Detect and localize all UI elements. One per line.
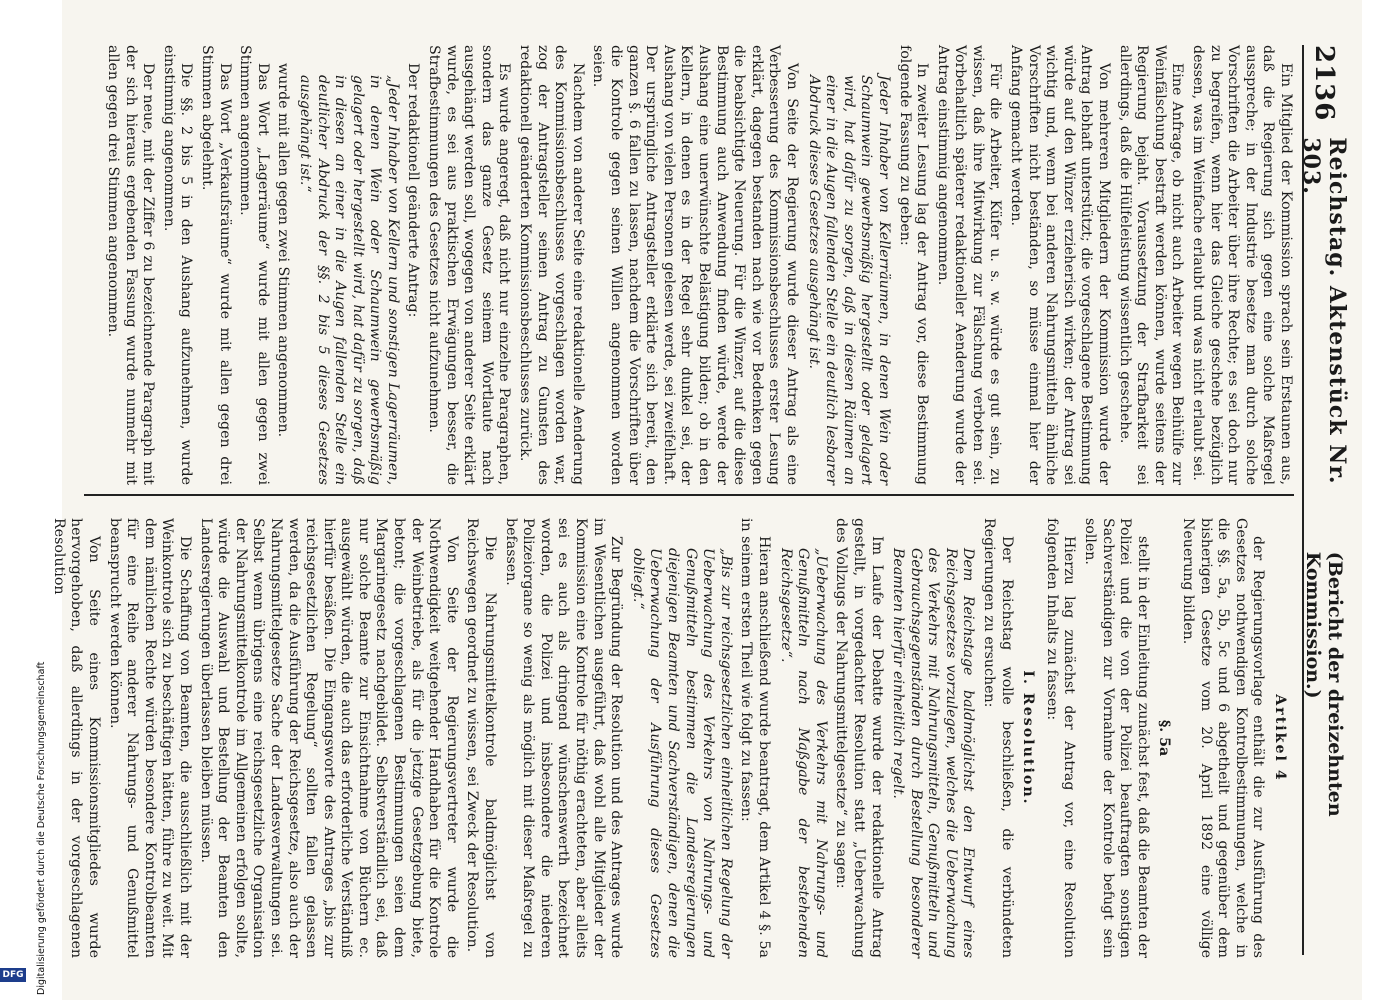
quoted-proposal: „Ueberwachung des Verkehrs mit Nahrungs- und Genußmitteln nach Maßgabe der bestehenden Reichsgesetze“. (777, 548, 829, 958)
page-rotation-frame (50, 0, 1362, 1000)
quoted-proposal: Jeder Inhaber von Kellerräumen, in denen Wein oder Schaumwein gewerbsmäßig hergestellt oder gelagert wird, hat dafür zu sorgen, daß in diesen Räumen an einer in die Augen fallenden Stelle ein deutlich lesbarer Abdruck dieses Gesetzes ausgehängt ist. (805, 75, 892, 485)
paragraph: In zweiter Lesung lag der Antrag vor, diese Bestimmung folgende Fassung zu geben: (896, 45, 931, 485)
paragraph: Von Seite der Regierung wurde dieser Antrag als eine Verbesserung des Kommissionsbeschlusses erster Lesung erklärt, dagegen bestanden nach wie vor Bedenken gegen die beabsichtigte Neuerung. Für die Winzer, auf die diese Bestimmung auch Anwendung finden würde, werde der Aushang eine unerwünschte Belästigung bilden; ob in den Kellern, in denen es in der Regel sehr dunkel sei, der Aushang von vielen Personen gelesen werde, sei zweifelhaft. Der ursprüngliche Antragsteller erklärte sich bereit, den ganzen §. 6 fallen zu lassen, nachdem die Vorschriften über die Kontrole gegen seinen Willen angenommen worden seien. (590, 45, 800, 485)
dfg-logo: DFG (0, 968, 26, 982)
paragraph: Der neue, mit der Ziffer 6 zu bezeichnende Paragraph mit der sich hieraus ergebenden Fassung wurde nunmehr mit allen gegen drei Stimmen angenommen. (105, 45, 157, 485)
paragraph: Es wurde angeregt, daß nicht nur einzelne Paragraphen, sondern das ganze Gesetz seinem Wortlaute nach ausgehängt werden soll, wogegen von anderer Seite erklärt wurde, es sei aus praktischen Erwägungen besser, die Strafbestimmungen des Gesetzes nicht aufzunehmen. (426, 45, 513, 485)
paragraph: stellt in der Einleitung zunächst fest, daß die Beamten der Polizei und die von der Polizei beauftragten sonstigen Sachverständigen zur Vornahme der Kontrole befugt sein sollen. (1082, 518, 1151, 958)
page-header (1298, 45, 1350, 955)
funding-credit: Digitalisierung gefördert durch die Deutsche Forschungsgemeinschaft (36, 661, 47, 995)
paragraph: Das Wort „Verkaufsräume“ wurde mit allen gegen drei Stimmen abgelehnt. (198, 45, 233, 485)
paragraph: Hierzu lag zunächst der Antrag vor, eine Resolution folgenden Inhalts zu fassen: (1043, 518, 1078, 958)
paragraph: Von Seite eines Kommissionsmitgliedes wurde hervorgehoben, daß allerdings in der vorgeschlagenen Resolution (50, 518, 102, 958)
paragraph: Nachdem von anderer Seite eine redaktionelle Aenderung des Kommissionsbeschlusses vorgeschlagen worden war, zog der Antragsteller seinen Antrag zu Gunsten des redaktionell geänderten Kommissionsbeschlusses zurück. (517, 45, 586, 485)
running-title: Reichstag. Aktenstück Nr. 303. (1298, 137, 1350, 485)
paragraph: Für die Arbeiter, Küfer u. s. w. würde es gut sein, zu wissen, daß ihre Mitwirkung zur Fälschung verboten sei. Vorbehaltlich späterer redaktioneller Aenderung wurde der Antrag einstimmig angenommen. (934, 45, 1004, 485)
article-heading: Artikel 4 (1272, 694, 1288, 782)
left-column (100, 45, 1294, 485)
paragraph: Von Seite der Regierungsvertreter wurde die Nothwendigkeit weitgehender Handhaben für die Kontrole der Weinbetriebe, als für die jetzige Gesetzgebung biete, betont; die vorgeschlagenen Bestimmungen seien dem Margarinegesetz nachgebildet. Selbstverständlich sei, daß nur solche Beamte zur Einsichtnahme von Büchern ec. ausgewählt würden, die auch das erforderliche Verständniß hierfür besäßen. Die Eingangsworte des Antrages „bis zur reichsgesetzlichen Regelung“ sollten fallen gelassen werden, da die Ausführung der Reichsgesetze, also auch der Nahrungsmittelgesetze Sache der Landesverwaltungen sei. Selbst wenn übrigens eine reichsgesetzliche Organisation der Nahrungsmittelkontrole im Allgemeinen erfolgen sollte, würde die Auswahl und Bestellung der Beamten den Landesregierungen überlassen bleiben müssen. (197, 518, 460, 958)
quoted-proposal: „Bis zur reichsgesetzlichen einheitlichen Regelung der Ueberwachung des Verkehrs von Nahrungs- und Genußmitteln bestimmen die Landesregierungen diejenigen Beamten und Sachverständigen, denen die Ueberwachung der Ausführung dieses Gesetzes obliegt.“ (629, 548, 734, 958)
column-divider (84, 494, 1294, 496)
paragraph: wurde mit allen gegen zwei Stimmen angenommen. (275, 63, 292, 438)
right-column (46, 518, 1294, 958)
section-heading: §. 5a (1156, 719, 1173, 757)
page-number: 2136 (1309, 45, 1339, 122)
paragraph: Ein Mitglied der Kommission sprach sein Erstaunen aus, daß die Regierung sich gegen eine solche Maßregel ausspreche; in der Industrie besetze man durch solche Vorschriften die Arbeiter über ihre Rechte; es sei doch nur zu begreifen, wenn hier das Gleiche geschehe bezüglich dessen, was im Weinfache erlaubt und was nicht erlaubt sei. (1190, 45, 1294, 485)
paragraph: der Regierungsvorlage enthält die zur Ausführung des Gesetzes nothwendigen Kontrolbestimmungen, welche in die §§. 5a, 5b, 5c und 6 abgetheilt und gegenüber dem bisherigen Gesetze vom 20. April 1892 eine völlige Neuerung bilden. (1180, 518, 1267, 958)
quoted-proposal: „Jeder Inhaber von Kellern und sonstigen Lagerräumen, in denen Wein oder Schaumwein gewerbsmäßig gelagert oder hergestellt wird, hat dafür zu sorgen, daß in diesen an einer in die Augen fallenden Stelle ein deutlicher Abdruck der §§. 2 bis 5 dieses Gesetzes ausgehängt ist.“ (296, 75, 401, 485)
paragraph: Eine Anfrage, ob nicht auch Arbeiter wegen Beihülfe zur Weinfälschung bestraft werden können, wurde seitens der Regierung bejaht. Voraussetzung der Strafbarkeit sei allerdings, daß die Hülfeleistung wissentlich geschehe. (1116, 45, 1186, 485)
section-title: (Bericht der dreizehnten Kommission.) (1302, 551, 1346, 817)
document-sheet (50, 10, 1352, 990)
paragraph: Zur Begründung der Resolution und des Antrages wurde im Wesentlichen ausgeführt, daß wohl alle Mitglieder der Kommission eine Kontrole für nöthig erachteten, aber alleits sei es auch als dringend wünschenswerth bezeichnet worden, die Polizei und insbesondere die niederen Polizeiorgane so wenig als möglich mit dieser Maßregel zu befassen. (502, 518, 625, 958)
paragraph: Der Reichstag wolle beschließen, die verbündeten Regierungen zu ersuchen: (981, 518, 1015, 958)
paragraph: Der redaktionell geänderte Antrag: (405, 63, 422, 318)
paragraph: Hieran anschließend wurde beantragt, dem Artikel 4 §. 5a in seinem ersten Theil wie folgt zu fassen: (738, 518, 772, 958)
resolution-text: Dem Reichstage baldmöglichst den Entwurf eines Reichsgesetzes vorzulegen, welches die Ueberwachung des Verkehrs mit Nahrungsmitteln, Genußmitteln und Gebrauchsgegenständen durch Bestellung besonderer Beamten hierfür einheitlich regelt. (890, 548, 977, 958)
resolution-heading: I. Resolution. (1020, 670, 1037, 806)
paragraph: Die §§. 2 bis 5 in den Aushang aufzunehmen, wurde einstimmig angenommen. (160, 45, 195, 485)
paragraph: Von mehreren Mitgliedern der Kommission wurde der Antrag lebhaft unterstützt; die vorgeschlagene Bestimmung würde auf den Winzer erzieherisch wirken; der Antrag sei wichtig und, wenn bei anderen Nahrungsmitteln ähnliche Vorschriften nicht beständen, so müsse einmal hier der Anfang gemacht werden. (1008, 45, 1113, 485)
paragraph: Die Schaffung von Beamten, die ausschließlich mit der Weinkontrole sich zu beschäftigen hätten, führe zu weit. Mit dem nämlichen Rechte würden besondere Kontrolbeamten für eine Reihe anderer Nahrungs- und Genußmittel beansprucht werden können. (106, 518, 193, 958)
paragraph: Das Wort „Lagerräume“ wurde mit allen gegen zwei Stimmen angenommen. (237, 45, 271, 485)
paragraph: Die Nahrungsmittelkontrole baldmöglichst von Reichswegen geordnet zu wissen, sei Zweck der Resolution. (464, 518, 499, 958)
paragraph: Im Laufe der Debatte wurde der redaktionelle Antrag gestellt, in vorgedachter Resolution statt „Ueberwachung des Vollzugs der Nahrungsmittelgesetze“ zu sagen: (833, 518, 885, 958)
scanned-page (50, 0, 1362, 1000)
